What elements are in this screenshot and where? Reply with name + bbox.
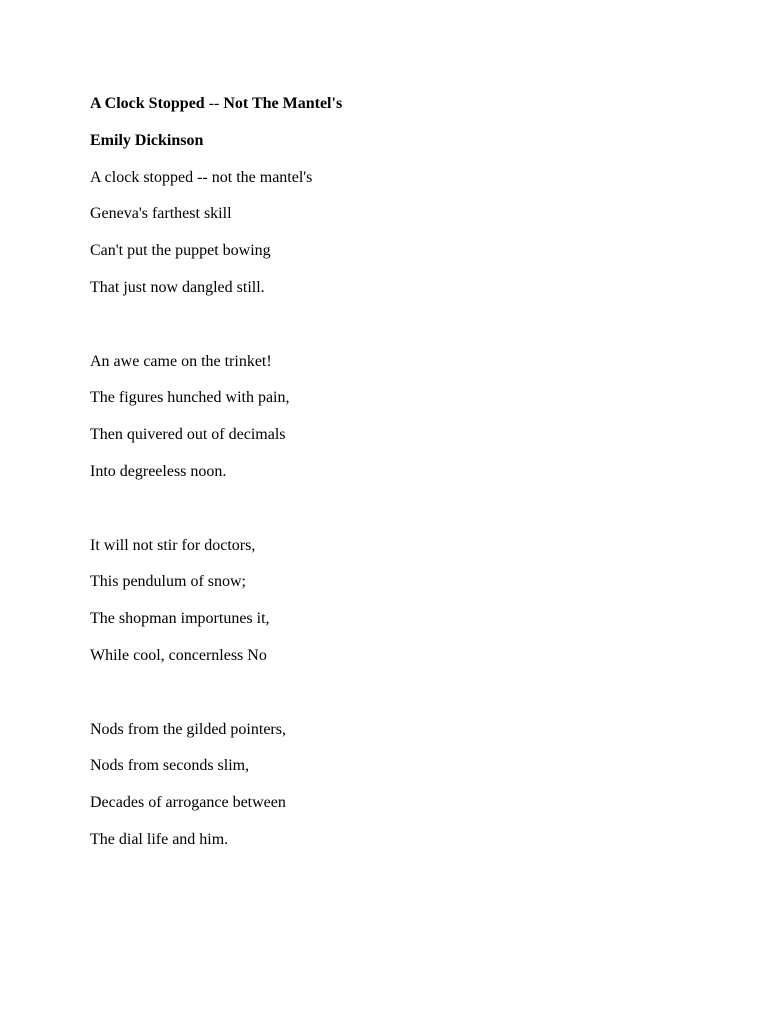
poem-line: That just now dangled still. (90, 278, 265, 296)
poem-title-part1: A Clock Stopped (90, 95, 205, 112)
stanza-break (90, 682, 690, 719)
poem-title-part2: Not The Mantel's (223, 95, 343, 112)
poem-line: Geneva's farthest skill (90, 205, 232, 223)
poem-line: Nods from seconds slim, (90, 757, 250, 775)
stanza-3 (90, 535, 690, 682)
poem-line: Then quivered out of decimals (90, 426, 286, 444)
poem-line: An awe came on the trinket! (90, 352, 272, 370)
poem-text (90, 93, 690, 866)
stanza-2 (90, 351, 690, 498)
poem-title-separator: -- (204, 95, 224, 112)
poem-line: The figures hunched with pain, (90, 389, 290, 407)
stanza-break (90, 498, 690, 535)
poem-title (90, 93, 690, 130)
poem-line: Into degreeless noon. (90, 462, 227, 480)
poem-line: The dial life and him. (90, 830, 229, 848)
poem-line: While cool, concernless No (90, 646, 267, 664)
poem-line: Decades of arrogance between (90, 794, 286, 812)
poem-line: Nods from the gilded pointers, (90, 720, 286, 738)
poem-line: It will not stir for doctors, (90, 536, 256, 554)
poem-author: Emily Dickinson (90, 131, 204, 149)
stanza-1 (90, 167, 690, 314)
poem-line: This pendulum of snow; (90, 573, 246, 591)
stanza-break (90, 314, 690, 351)
poem-line: The shopman importunes it, (90, 610, 270, 628)
stanza-4 (90, 719, 690, 866)
poem-line: A clock stopped -- not the mantel's (90, 168, 313, 186)
poem-line: Can't put the puppet bowing (90, 242, 271, 260)
